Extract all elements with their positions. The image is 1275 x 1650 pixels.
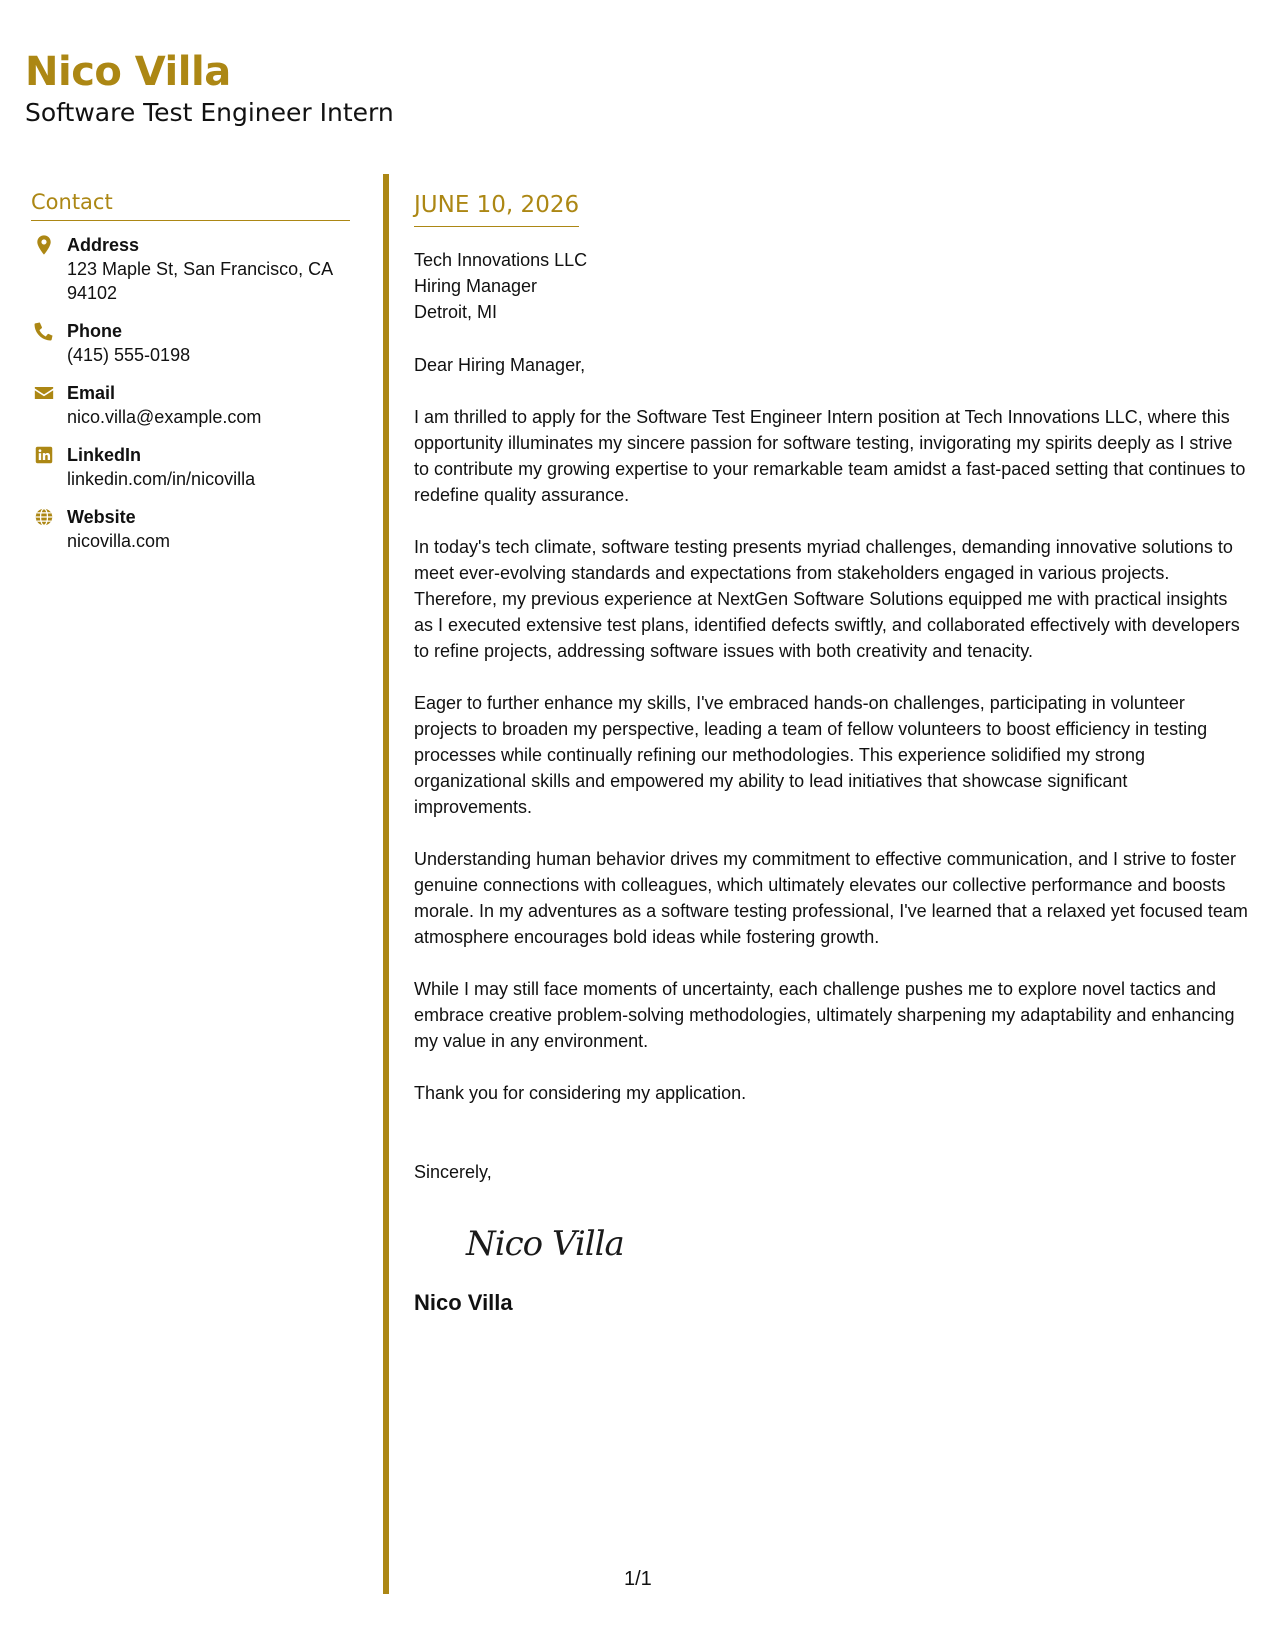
envelope-icon: [33, 382, 55, 404]
email-label: Email: [67, 383, 116, 403]
handwritten-signature: [464, 1219, 634, 1267]
recipient-location: Detroit, MI: [414, 302, 498, 322]
paragraph-5: While I may still face moments of uncertainty, each challenge pushes me to explore novel tactics and embrace creative problem-solving methodologies, ultimately sharpening my adaptability and enhancing my value in any environment.: [414, 979, 1235, 1051]
linkedin-icon: [33, 444, 55, 466]
linkedin-value: linkedin.com/in/nicovilla: [67, 469, 256, 489]
signer-name: Nico Villa: [414, 1290, 513, 1315]
applicant-name: Nico Villa: [25, 49, 231, 95]
phone-icon: [33, 320, 55, 342]
vertical-divider: [383, 174, 389, 1594]
globe-icon: [33, 506, 55, 528]
phone-value: (415) 555-0198: [67, 345, 191, 365]
recipient-role: Hiring Manager: [414, 276, 538, 296]
contact-list: [31, 233, 351, 553]
closing: Sincerely,: [414, 1162, 492, 1182]
contact-item-phone: [31, 319, 351, 367]
svg-text:Nico Villa: Nico Villa: [466, 1224, 624, 1264]
contact-item-website: [31, 505, 351, 553]
linkedin-label: LinkedIn: [67, 445, 142, 465]
address-value: 123 Maple St, San Francisco, CA 94102: [67, 259, 333, 303]
phone-label: Phone: [67, 321, 123, 341]
paragraph-1: I am thrilled to apply for the Software Test Engineer Intern position at Tech Innovations LLC, where this opportunity illuminates my sincere passion for software testing, invigorating my spirits deeply as I strive to contribute my growing expertise to your remarkable team amidst a fast-paced setting that continues to redefine quality assurance.: [414, 407, 1246, 505]
address-label: Address: [67, 235, 140, 255]
contact-item-address: [31, 233, 351, 305]
page-header: [25, 48, 394, 128]
contact-sidebar: [31, 188, 351, 567]
website-value: nicovilla.com: [67, 531, 171, 551]
contact-item-linkedin: [31, 443, 351, 491]
email-value: nico.villa@example.com: [67, 407, 262, 427]
contact-item-email: [31, 381, 351, 429]
page-number: 1/1: [624, 1568, 652, 1590]
job-title: Software Test Engineer Intern: [25, 98, 394, 127]
letter-date: JUNE 10, 2026: [414, 190, 579, 227]
paragraph-4: Understanding human behavior drives my commitment to effective communication, and I strive to foster genuine connections with colleagues, which ultimately elevates our collective performance and boosts morale. In my adventures as a software testing professional, I've learned that a relaxed yet focused team atmosphere encourages bold ideas while fostering growth.: [414, 849, 1248, 947]
recipient-block: [414, 247, 1249, 325]
location-pin-icon: [33, 234, 55, 256]
paragraph-2: In today's tech climate, software testing presents myriad challenges, demanding innovative solutions to meet ever-evolving standards and expectations from stakeholders engaged in various projects. Therefore, my previous experience at NextGen Software Solutions equipped me with practical insights as I executed extensive test plans, identified defects swiftly, and collaborated effectively with developers to refine projects, addressing software issues with both creativity and tenacity.: [414, 537, 1240, 661]
contact-heading: Contact: [31, 188, 350, 221]
paragraph-6: Thank you for considering my application.: [414, 1083, 747, 1103]
letter-body: [414, 190, 1249, 1317]
recipient-company: Tech Innovations LLC: [414, 250, 588, 270]
paragraph-3: Eager to further enhance my skills, I've embraced hands-on challenges, participating in volunteer projects to broaden my perspective, leading a team of fellow volunteers to boost efficiency in testing processes while continually refining our methodologies. This experience solidified my strong organizational skills and empowered my ability to lead initiatives that showcase significant improvements.: [414, 693, 1208, 817]
website-label: Website: [67, 507, 136, 527]
salutation: Dear Hiring Manager,: [414, 355, 586, 375]
